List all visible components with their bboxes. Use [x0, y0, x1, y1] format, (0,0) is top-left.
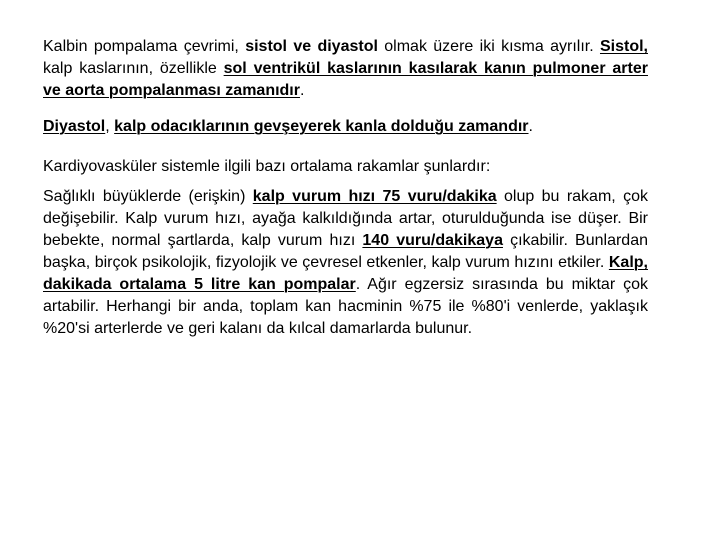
paragraph-cardiac-cycle — [43, 36, 648, 102]
text-run-bold-underlined-definition: kalp odacıklarının gevşeyerek kanla dolduğu zamandır — [114, 118, 529, 135]
text-run-bold-underlined-baby-rate: 140 vuru/dakikaya — [362, 232, 503, 249]
document-body — [43, 36, 648, 340]
text-run: . — [528, 118, 533, 135]
text-run: . Ağır egzersiz sırasında bu miktar çok artabilir. Herhangi bir anda, toplam kan hacminin %75 ile %80'i venlerde, yaklaşık %20'si arterlerde ve geri kalanı da kılcal damarlarda bulunur. — [43, 276, 649, 337]
text-run: Kalbin pompalama çevrimi, — [43, 38, 246, 55]
text-run-bold-sistol-diyastol: sistol ve diyastol — [245, 38, 378, 55]
text-run: Kardiyovasküler sistemle ilgili bazı ortalama rakamlar şunlardır: — [43, 158, 491, 175]
text-run: , — [105, 118, 115, 135]
text-run: olmak üzere iki kısma ayrılır. — [377, 38, 600, 55]
text-run: kalp kaslarının, özellikle — [43, 60, 224, 77]
text-run: olup bu rakam, çok değişebilir. Kalp vurum hızı, ayağa kalkıldığında artar, oturulduğunda ise düşer. Bir bebekte, normal şartlarda, kalp vurum hızı — [43, 188, 648, 249]
text-run: . — [299, 82, 305, 99]
text-run-bold-underlined-diyastol: Diyastol — [43, 118, 106, 135]
text-run-bold-underlined-sistol: Sistol, — [599, 38, 648, 55]
text-run: çıkabilir. Bunlardan başka, birçok psikolojik, fizyolojik ve çevresel etkenler, kalp vurum hızını etkiler. — [43, 232, 648, 271]
text-run-bold-underlined-heart-rate: kalp vurum hızı 75 vuru/dakika — [252, 188, 497, 205]
paragraph-intro-figures — [43, 156, 648, 178]
text-run-bold-underlined-definition: sol ventrikül kaslarının kasılarak kanın pulmoner arter ve aorta pompalanması zamanıdır — [43, 60, 648, 99]
text-run-bold-underlined-cardiac-output: Kalp, dakikada ortalama 5 litre kan pompalar — [43, 254, 648, 293]
text-run: Sağlıklı büyüklerde (erişkin) — [43, 188, 253, 205]
paragraph-diyastol — [43, 116, 648, 138]
paragraph-figures — [43, 186, 648, 340]
